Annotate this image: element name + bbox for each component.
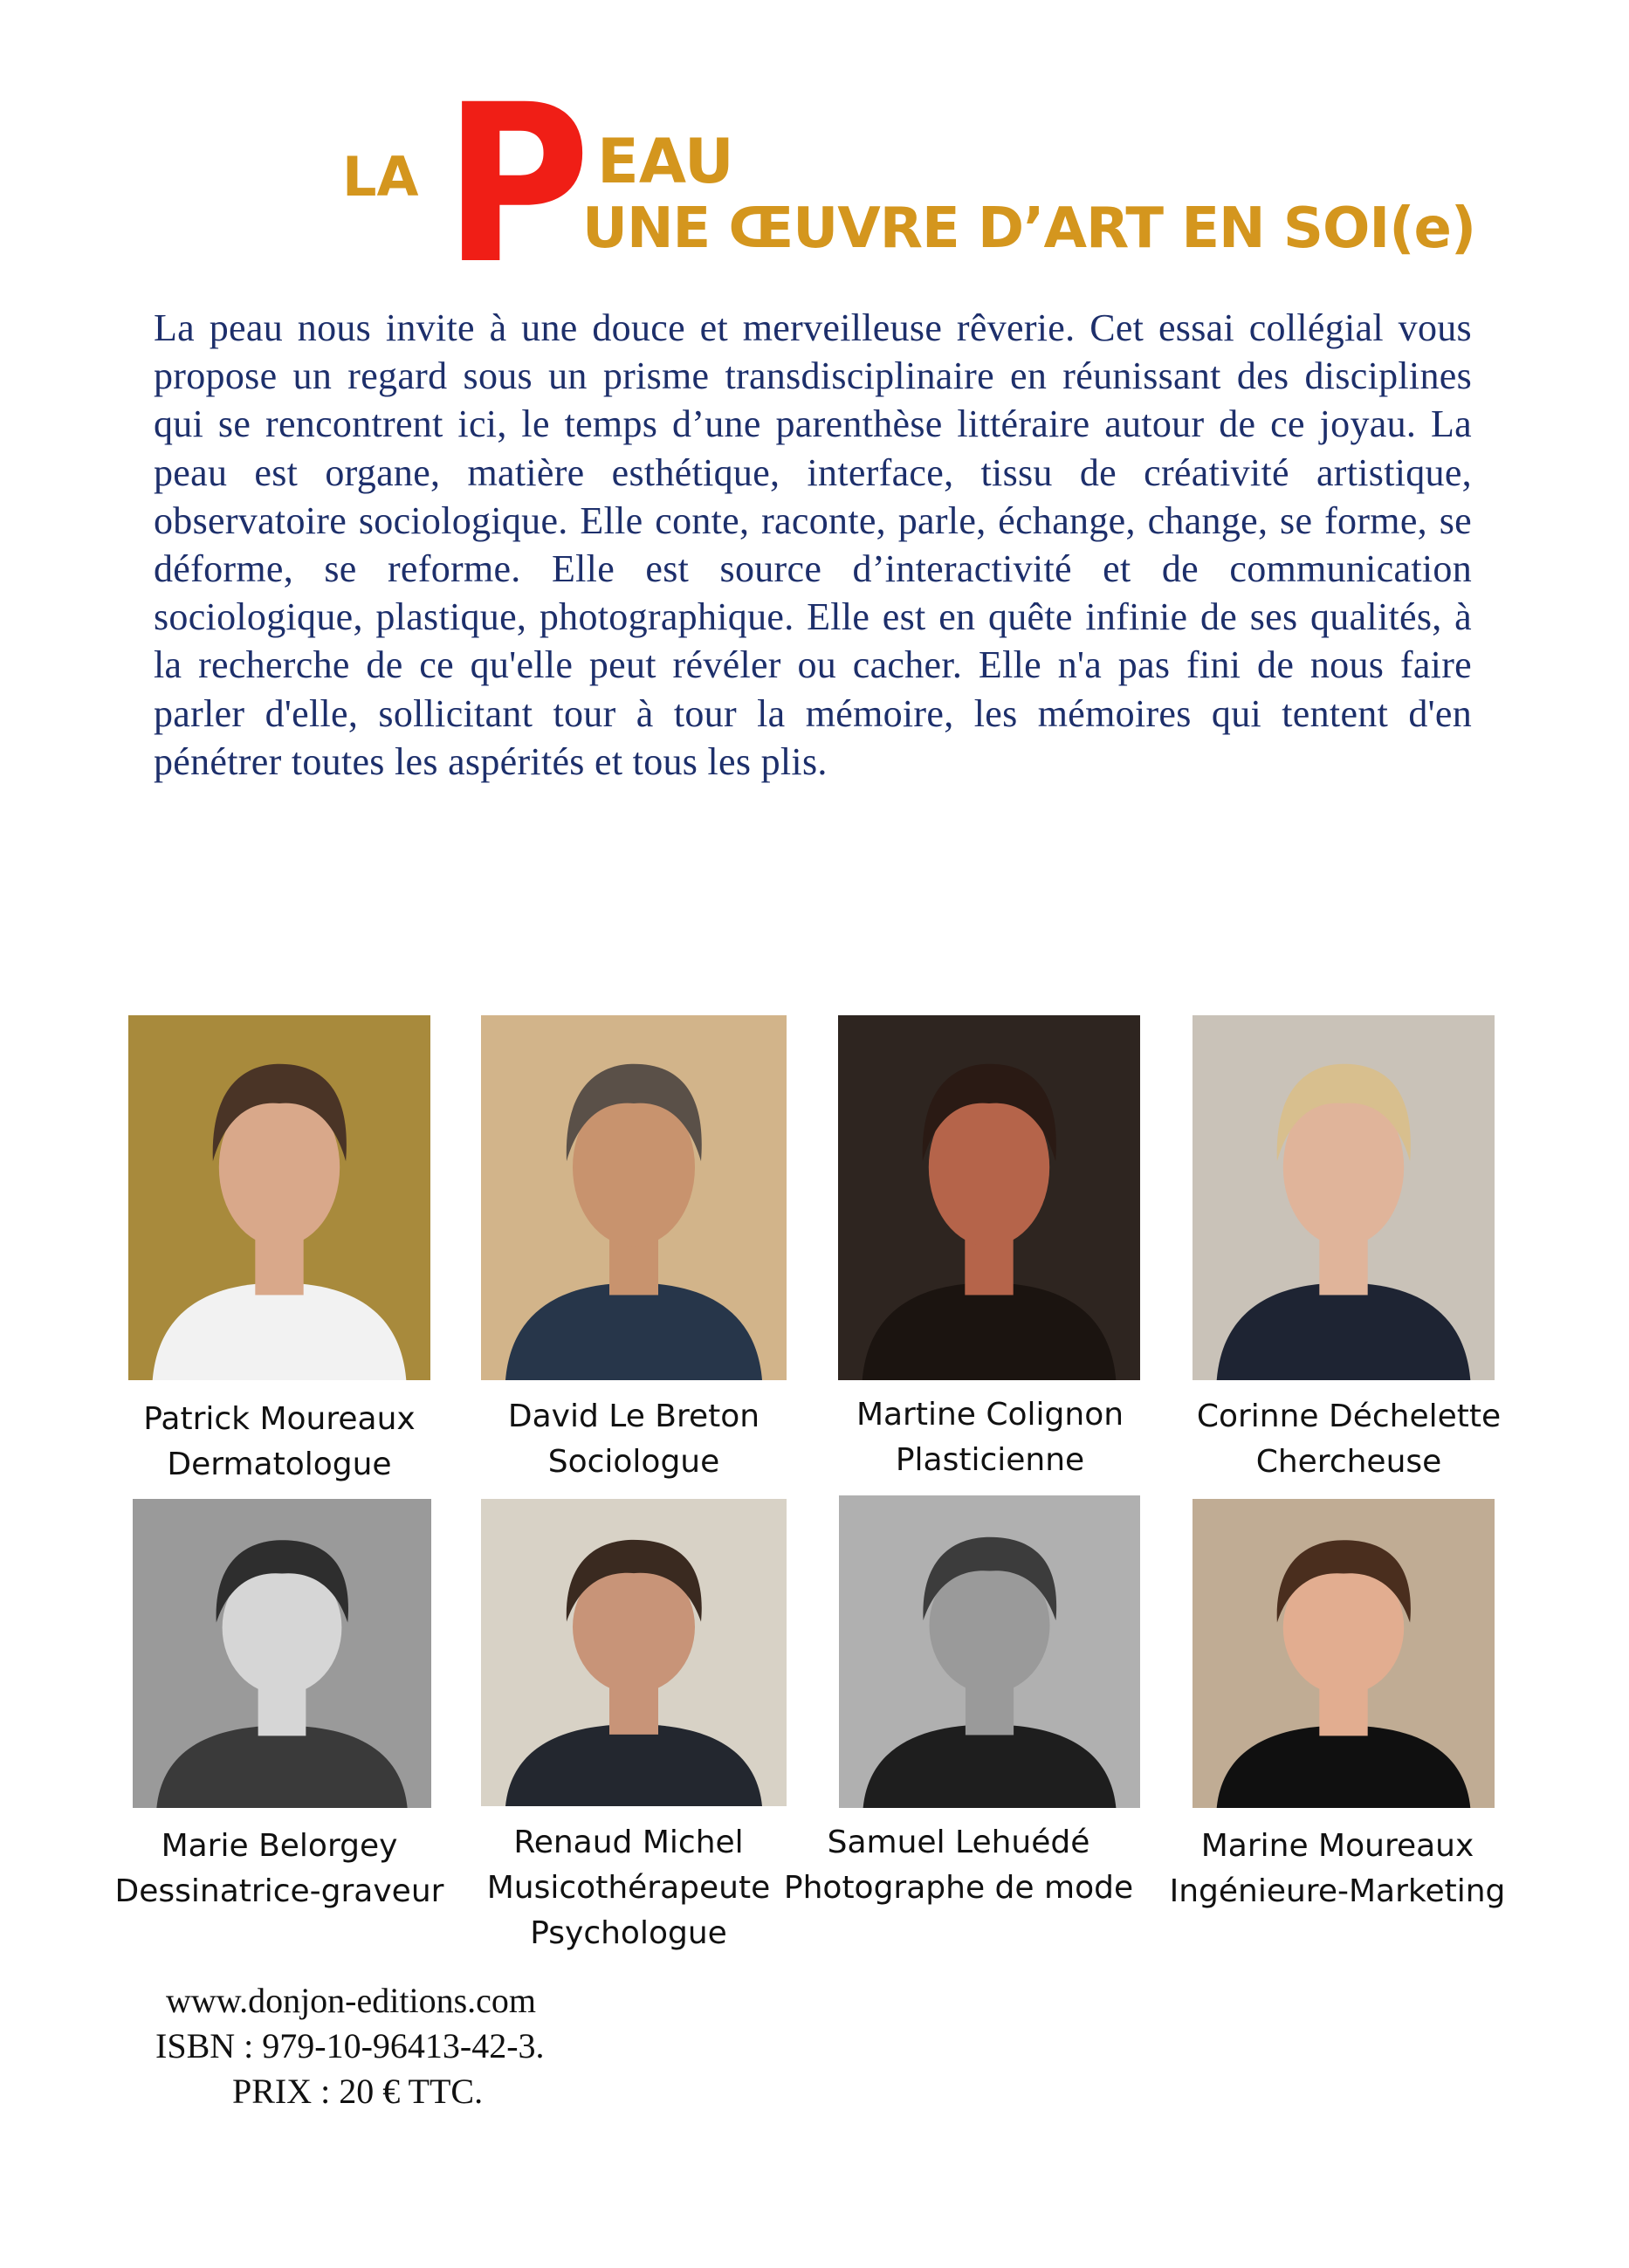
author-role: Ingénieure-Marketing [1169,1873,1506,1909]
author-role: Chercheuse [1255,1444,1442,1480]
author-name: Martine Colignon [856,1397,1124,1433]
author-photo [839,1495,1140,1808]
author-role: Plasticienne [895,1442,1085,1478]
title-big-p: P [443,58,591,312]
author-role-2: Psychologue [530,1915,727,1951]
author-photo [128,1015,430,1380]
author-caption [1154,1824,1521,1914]
author-photo [481,1499,787,1806]
book-title [0,0,1629,312]
author-role: Photographe de mode [783,1870,1134,1906]
author-caption [105,1397,454,1488]
author-role: Sociologue [547,1444,720,1480]
back-cover-blurb: La peau nous invite à une douce et merveilleuse rêverie. Cet essai collégial vous propose un regard sous un prisme transdisciplinaire en réunissant des disciplines qui se rencontrent ici, le temps d’une parenthèse littéraire autour de ce joyau. La peau est organe, matière esthétique, interface, tissu de créativité artistique, observatoire sociologique. Elle conte, raconte, parle, échange, change, se forme, se déforme, se reforme. Elle est source d’interactivité et de communication sociologique, plastique, photographique. Elle est en quête infinie de ses qualités, à la recherche de ce qu'elle peut révéler ou cacher. Elle n'a pas fini de nous faire parler d'elle, sollicitant tour à tour la mémoire, les mémoires qui tentent d'en pénétrer toutes les aspérités et tous les plis. [154,306,1472,783]
website-link[interactable]: www.donjon-editions.com [166,1981,537,2020]
author-name: Marie Belorgey [161,1828,398,1864]
price: PRIX : 20 € TTC. [232,2072,484,2111]
author-caption [815,1392,1165,1483]
author-role: Dessinatrice-graveur [114,1873,444,1909]
author-caption [780,1820,1138,1911]
author-photo [838,1015,1140,1380]
author-name: Renaud Michel [513,1825,744,1860]
author-caption [454,1820,803,1956]
author-photo [1193,1499,1495,1808]
author-name: Marine Moureaux [1200,1828,1474,1864]
author-role: Dermatologue [167,1447,392,1482]
author-caption [87,1824,471,1914]
author-name: Patrick Moureaux [143,1401,416,1437]
isbn: ISBN : 979-10-96413-42-3. [155,2026,545,2065]
author-photo [133,1499,431,1808]
author-name: Corinne Déchelette [1196,1399,1502,1434]
title-eau: EAU [597,126,734,197]
author-caption [459,1394,808,1485]
author-role: Musicothérapeute [486,1870,771,1906]
title-la: LA [342,145,419,209]
author-photo [1193,1015,1495,1380]
title-subtitle: UNE ŒUVRE D’ART EN SOI(e) [582,196,1476,261]
author-caption [1169,1394,1529,1485]
author-photo [481,1015,787,1380]
author-name: Samuel Lehuédé [827,1825,1090,1860]
author-name: David Le Breton [507,1399,760,1434]
